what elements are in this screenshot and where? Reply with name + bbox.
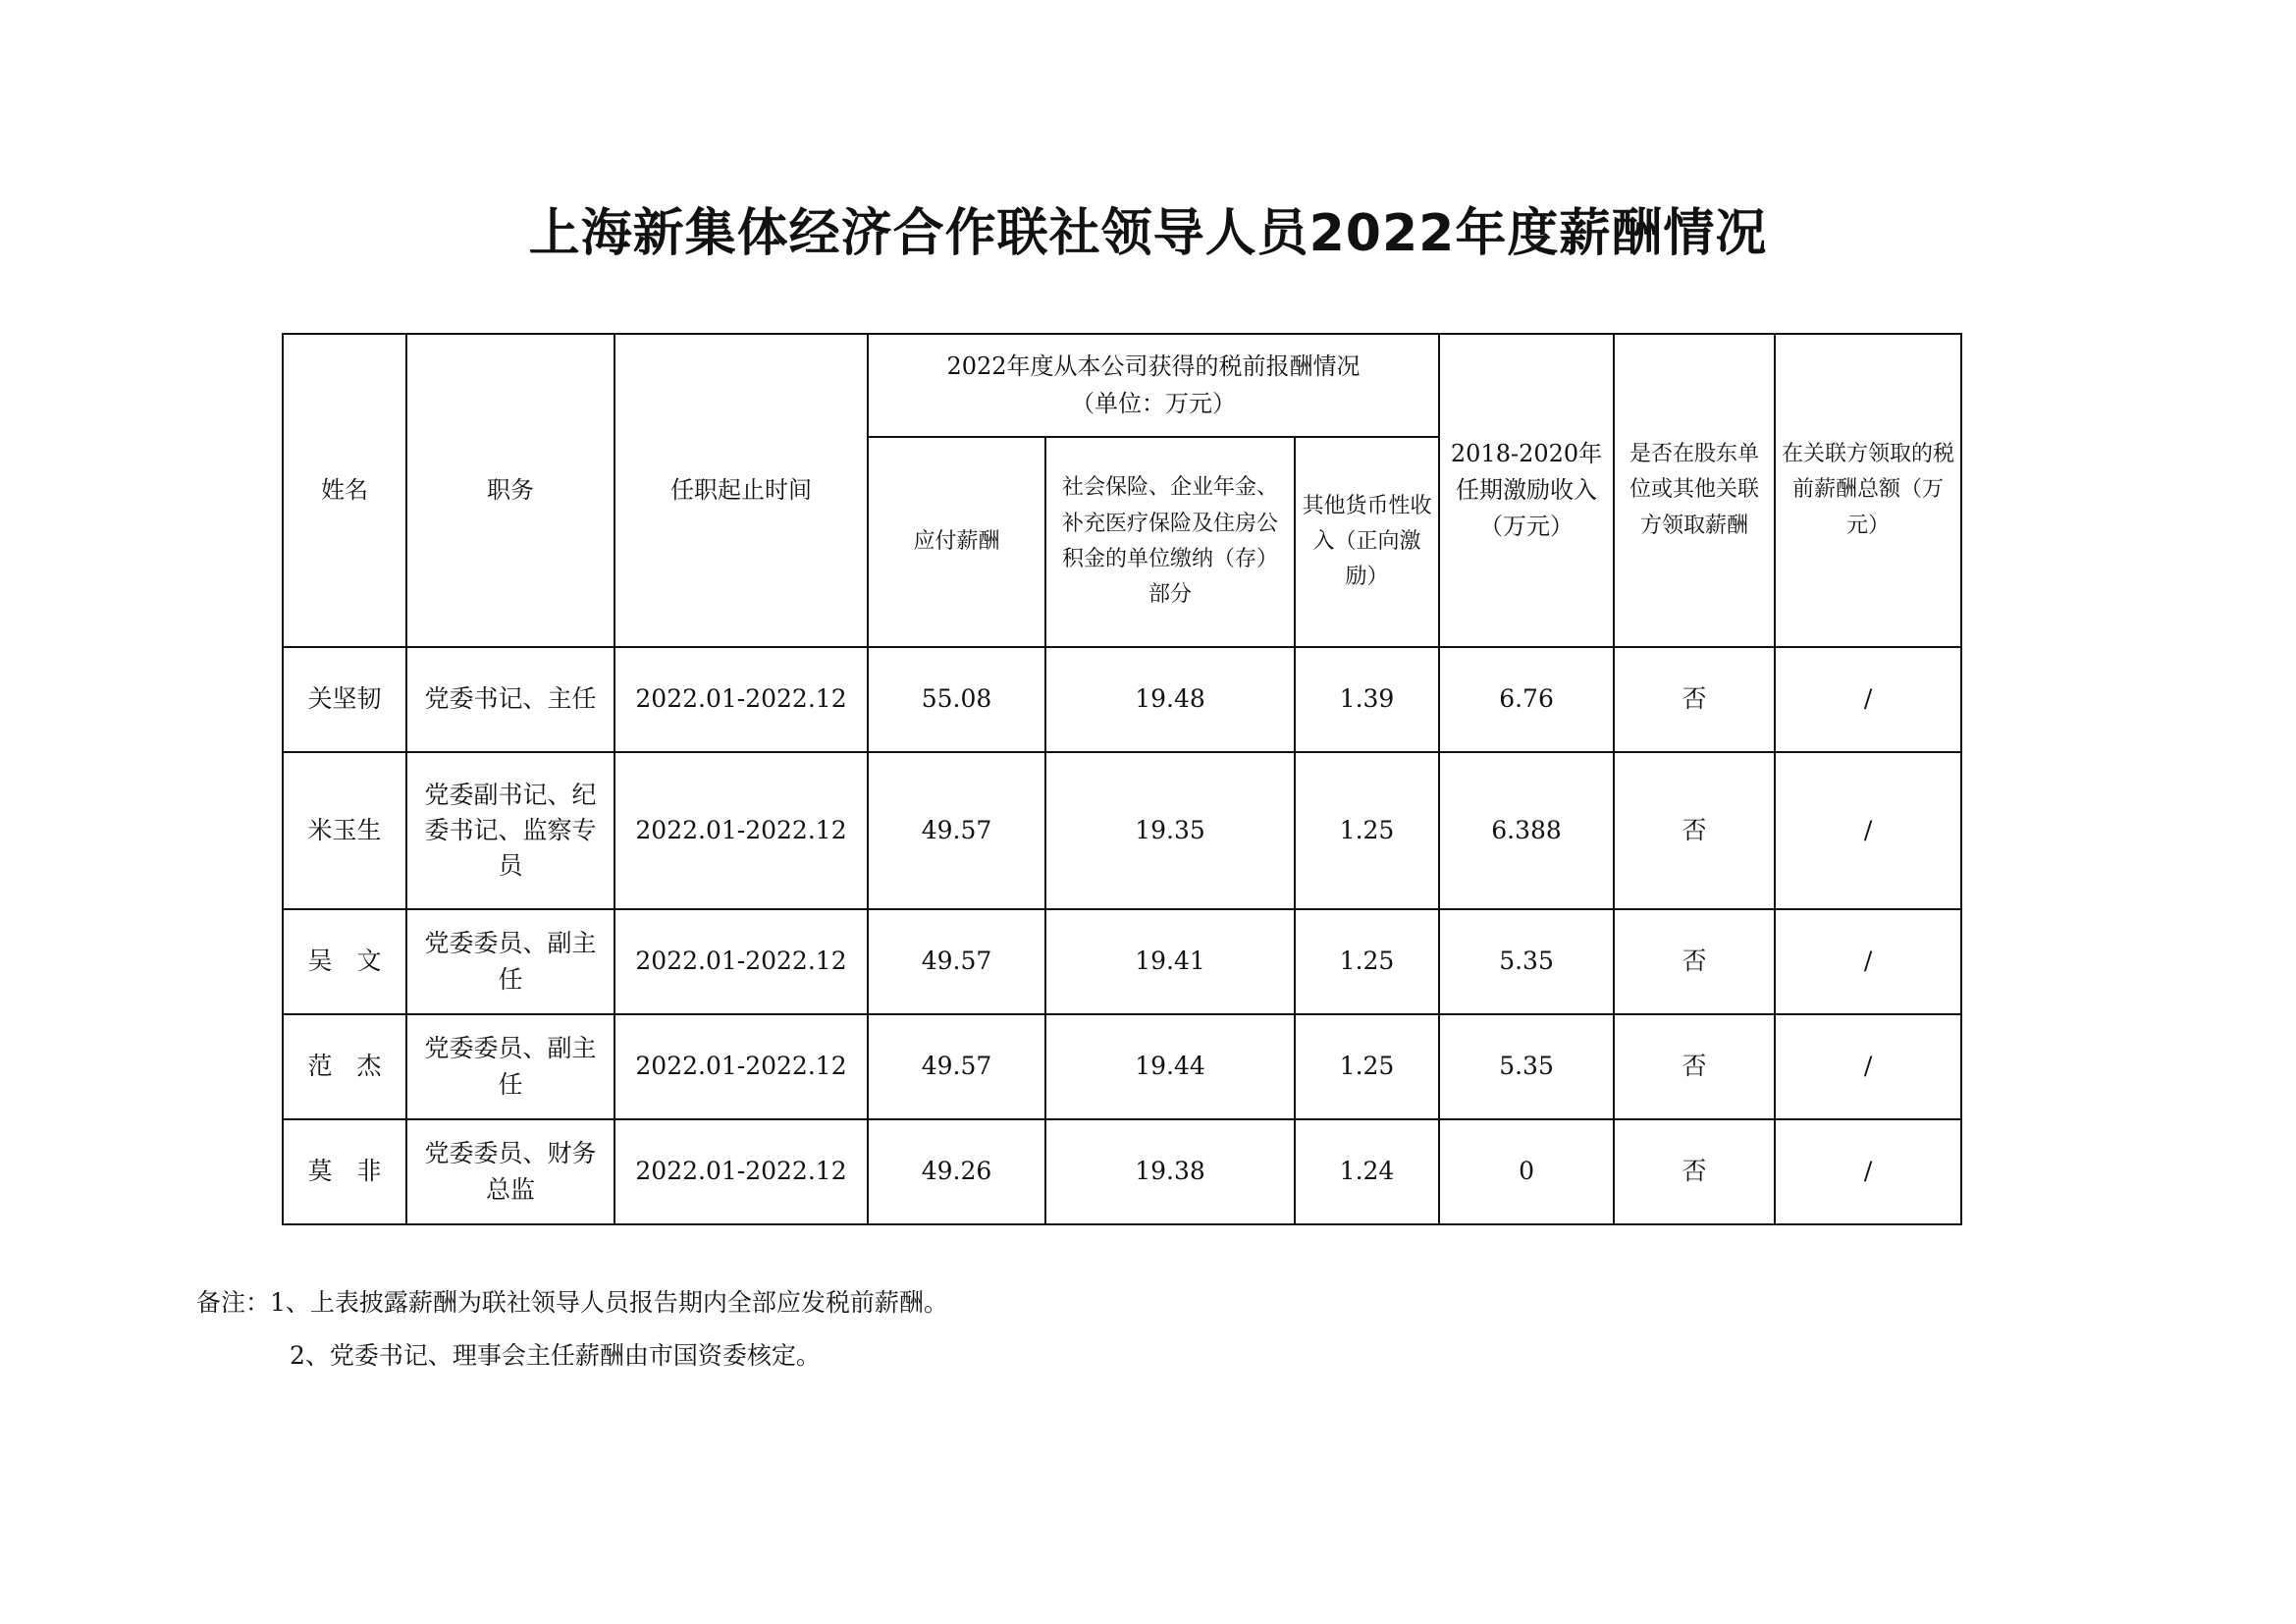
header-related-pay-total: 在关联方领取的税前薪酬总额（万元）	[1775, 334, 1961, 647]
header-shareholder-pay: 是否在股东单位或其他关联方领取薪酬	[1614, 334, 1775, 647]
cell-shareholder: 否	[1614, 1119, 1775, 1224]
header-pretax-group-unit: （单位：万元）	[1071, 389, 1237, 417]
cell-payable: 49.57	[868, 752, 1045, 909]
header-other-income: 其他货币性收入（正向激励）	[1295, 437, 1439, 647]
cell-related: /	[1775, 647, 1961, 752]
cell-shareholder: 否	[1614, 909, 1775, 1014]
table-row	[283, 752, 1961, 909]
cell-other: 1.25	[1295, 752, 1439, 909]
cell-name: 莫 非	[283, 1119, 406, 1224]
cell-incentive: 5.35	[1439, 1014, 1614, 1119]
cell-position: 党委委员、财务总监	[406, 1119, 614, 1224]
cell-related: /	[1775, 909, 1961, 1014]
cell-tenure: 2022.01-2022.12	[614, 1119, 868, 1224]
page-title: 上海新集体经济合作联社领导人员2022年度薪酬情况	[528, 204, 1768, 263]
cell-tenure: 2022.01-2022.12	[614, 647, 868, 752]
cell-shareholder: 否	[1614, 647, 1775, 752]
cell-insurance: 19.38	[1045, 1119, 1295, 1224]
cell-name: 范 杰	[283, 1014, 406, 1119]
cell-related: /	[1775, 1119, 1961, 1224]
cell-incentive: 6.388	[1439, 752, 1614, 909]
cell-payable: 49.26	[868, 1119, 1045, 1224]
cell-other: 1.25	[1295, 1014, 1439, 1119]
cell-position: 党委委员、副主任	[406, 1014, 614, 1119]
header-social-insurance: 社会保险、企业年金、补充医疗保险及住房公积金的单位缴纳（存）部分	[1045, 437, 1295, 647]
cell-tenure: 2022.01-2022.12	[614, 752, 868, 909]
note-line-2: 2、党委书记、理事会主任薪酬由市国资委核定。	[290, 1341, 821, 1370]
cell-position: 党委委员、副主任	[406, 909, 614, 1014]
cell-related: /	[1775, 752, 1961, 909]
cell-payable: 49.57	[868, 909, 1045, 1014]
cell-shareholder: 否	[1614, 1014, 1775, 1119]
cell-insurance: 19.41	[1045, 909, 1295, 1014]
cell-insurance: 19.44	[1045, 1014, 1295, 1119]
cell-related: /	[1775, 1014, 1961, 1119]
cell-name: 吴 文	[283, 909, 406, 1014]
header-row-top	[283, 334, 1961, 437]
cell-payable: 55.08	[868, 647, 1045, 752]
cell-incentive: 5.35	[1439, 909, 1614, 1014]
cell-insurance: 19.48	[1045, 647, 1295, 752]
note-line-1: 备注：1、上表披露薪酬为联社领导人员报告期内全部应发税前薪酬。	[196, 1288, 948, 1317]
cell-position: 党委副书记、纪委书记、监察专员	[406, 752, 614, 909]
cell-insurance: 19.35	[1045, 752, 1295, 909]
cell-name: 米玉生	[283, 752, 406, 909]
table-row	[283, 909, 1961, 1014]
header-name: 姓名	[283, 334, 406, 647]
header-pretax-group	[868, 334, 1439, 437]
cell-shareholder: 否	[1614, 752, 1775, 909]
cell-position: 党委书记、主任	[406, 647, 614, 752]
cell-tenure: 2022.01-2022.12	[614, 909, 868, 1014]
table-row	[283, 1119, 1961, 1224]
cell-tenure: 2022.01-2022.12	[614, 1014, 868, 1119]
notes	[196, 1276, 2061, 1382]
table-row	[283, 647, 1961, 752]
compensation-table	[282, 333, 1962, 1225]
cell-other: 1.24	[1295, 1119, 1439, 1224]
header-term-incentive: 2018-2020年任期激励收入（万元）	[1439, 334, 1614, 647]
cell-name: 关坚韧	[283, 647, 406, 752]
header-pretax-group-title: 2022年度从本公司获得的税前报酬情况	[946, 352, 1361, 381]
cell-payable: 49.57	[868, 1014, 1045, 1119]
cell-incentive: 0	[1439, 1119, 1614, 1224]
header-tenure: 任职起止时间	[614, 334, 868, 647]
cell-incentive: 6.76	[1439, 647, 1614, 752]
table-row	[283, 1014, 1961, 1119]
header-position: 职务	[406, 334, 614, 647]
cell-other: 1.25	[1295, 909, 1439, 1014]
header-payable-salary: 应付薪酬	[868, 437, 1045, 647]
cell-other: 1.39	[1295, 647, 1439, 752]
